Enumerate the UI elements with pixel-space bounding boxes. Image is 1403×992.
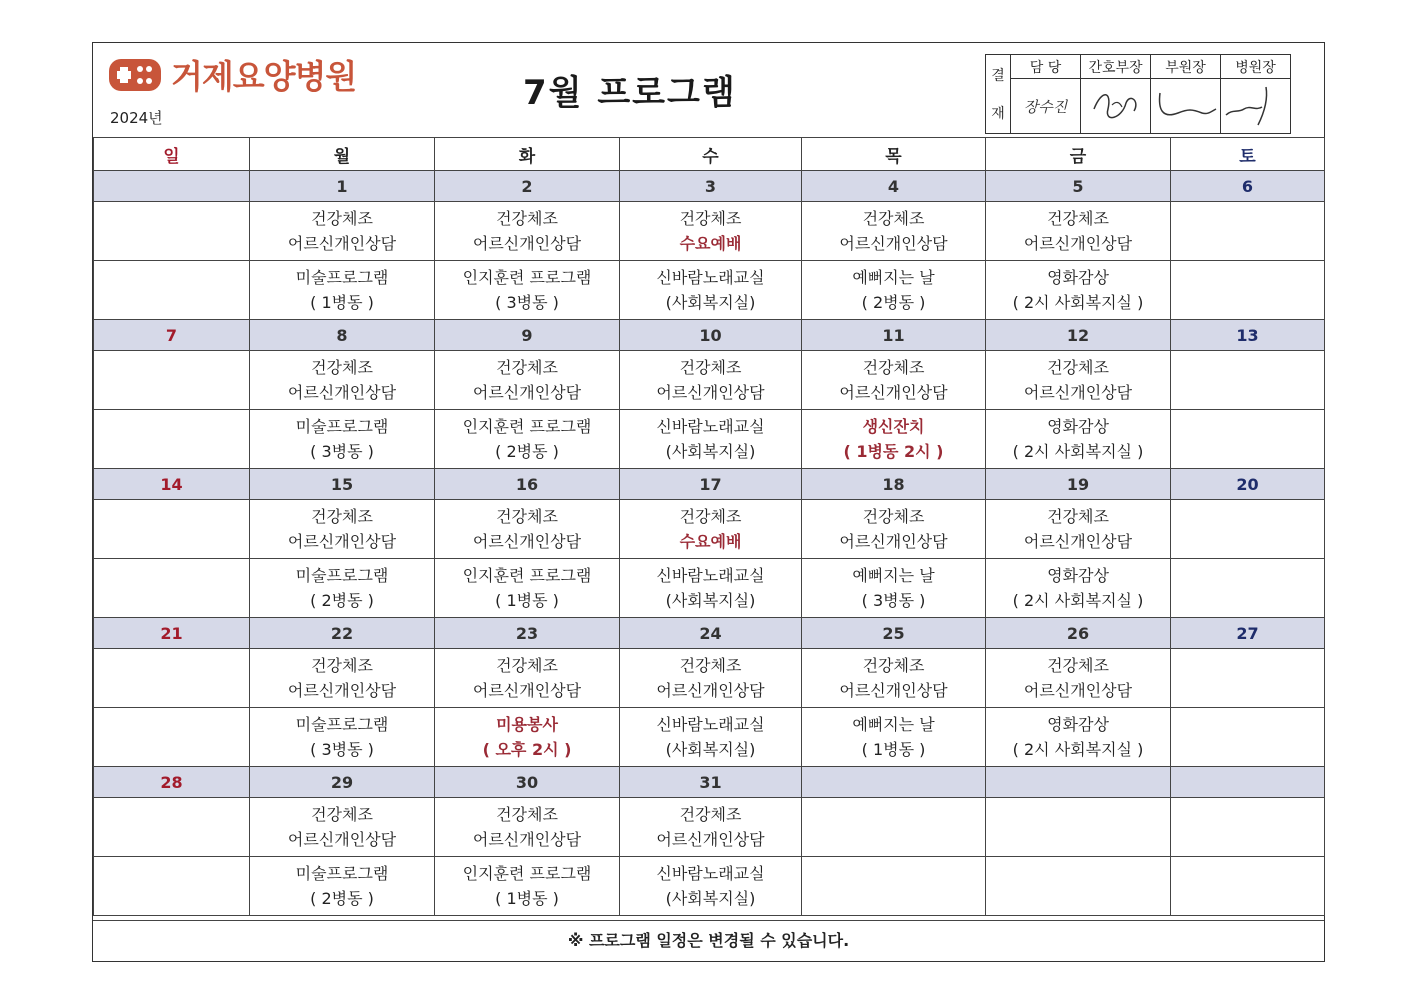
activity-line-1: 건강체조: [311, 507, 373, 526]
activity-cell: [435, 351, 620, 410]
activity-cell: [1171, 410, 1325, 469]
activity-cell: [1171, 559, 1325, 618]
activity-cell: [94, 708, 250, 767]
date-row: [94, 320, 1325, 351]
activity-line-1: 예뻐지는 날: [852, 715, 935, 734]
date-cell: 31: [620, 767, 802, 798]
date-cell: 12: [986, 320, 1171, 351]
activity-line-2: ( 2시 사회복지실 ): [1012, 740, 1144, 759]
calendar-grid: [93, 137, 1325, 916]
year-label: 2024년: [110, 109, 163, 127]
hospital-name: 거제요양병원: [171, 57, 357, 96]
activity-cell: [94, 649, 250, 708]
date-cell: [94, 171, 250, 202]
date-cell: 19: [986, 469, 1171, 500]
activity-cell: [1171, 500, 1325, 559]
activity-line-1: 생신잔치: [862, 417, 925, 436]
activity-row-pm: [94, 857, 1325, 916]
date-cell: 18: [802, 469, 986, 500]
activity-cell: [620, 261, 802, 320]
activity-line-1: 미용봉사: [496, 715, 558, 734]
activity-line-1: 건강체조: [862, 358, 925, 377]
date-row: [94, 171, 1325, 202]
activity-cell: [620, 559, 802, 618]
activity-line-2: (사회복지실): [665, 740, 756, 759]
signature-cell: [1151, 79, 1221, 134]
activity-line-2: ( 3병동 ): [495, 293, 559, 312]
date-cell: 9: [435, 320, 620, 351]
activity-line-2: ( 1병동 ): [310, 293, 374, 312]
date-cell: 16: [435, 469, 620, 500]
activity-cell: [435, 708, 620, 767]
activity-line-2: ( 2시 사회복지실 ): [1012, 591, 1144, 610]
activity-cell: [620, 649, 802, 708]
activity-line-1: 건강체조: [679, 507, 742, 526]
activity-line-1: 영화감상: [1047, 417, 1109, 436]
date-cell: 17: [620, 469, 802, 500]
weekday-wed: 수: [620, 138, 802, 171]
activity-cell: [250, 500, 435, 559]
activity-cell: [250, 410, 435, 469]
activity-line-2: 어르신개인상담: [287, 681, 397, 700]
activity-cell: [620, 857, 802, 916]
activity-line-1: 신바람노래교실: [656, 715, 765, 734]
activity-cell: [94, 410, 250, 469]
activity-cell: [1171, 857, 1325, 916]
activity-line-2: 어르신개인상담: [287, 383, 397, 402]
date-cell: 13: [1171, 320, 1325, 351]
date-cell: 15: [250, 469, 435, 500]
activity-line-1: 건강체조: [496, 507, 558, 526]
activity-line-2: 어르신개인상담: [656, 383, 765, 402]
date-cell: 26: [986, 618, 1171, 649]
activity-line-2: 어르신개인상담: [839, 234, 948, 253]
activity-line-1: 미술프로그램: [295, 268, 389, 287]
activity-cell: [435, 649, 620, 708]
activity-cell: [250, 649, 435, 708]
activity-cell: [94, 798, 250, 857]
activity-cell: [1171, 351, 1325, 410]
signature-staff: 장수진: [1023, 97, 1068, 116]
activity-row-pm: [94, 559, 1325, 618]
activity-line-2: ( 1병동 ): [861, 740, 926, 759]
weekday-thu: 목: [802, 138, 986, 171]
activity-row-pm: [94, 410, 1325, 469]
activity-cell: [1171, 649, 1325, 708]
activity-line-1: 신바람노래교실: [656, 268, 765, 287]
activity-cell: [435, 798, 620, 857]
activity-line-1: 신바람노래교실: [656, 864, 765, 883]
weekday-header-row: [94, 138, 1325, 171]
activity-line-1: 인지훈련 프로그램: [462, 566, 592, 585]
approval-role: 병원장: [1221, 55, 1291, 79]
activity-line-1: 건강체조: [311, 209, 373, 228]
date-cell: 11: [802, 320, 986, 351]
activity-cell: [802, 202, 986, 261]
activity-line-2: 어르신개인상담: [656, 830, 765, 849]
activity-line-2: 어르신개인상담: [287, 532, 397, 551]
activity-line-2: 어르신개인상담: [472, 681, 582, 700]
weekday-fri: 금: [986, 138, 1171, 171]
activity-cell: [435, 202, 620, 261]
approval-side: [986, 55, 1011, 134]
date-cell: 2: [435, 171, 620, 202]
date-row: [94, 618, 1325, 649]
approval-side-top: 결: [991, 68, 1005, 84]
activity-cell: [94, 857, 250, 916]
activity-line-2: ( 오후 2시 ): [482, 740, 572, 759]
header: [93, 43, 1324, 137]
activity-cell: [1171, 261, 1325, 320]
activity-line-1: 건강체조: [1047, 209, 1109, 228]
weekday-sat: 토: [1171, 138, 1325, 171]
activity-line-1: 미술프로그램: [295, 864, 389, 883]
activity-cell: [94, 261, 250, 320]
activity-line-1: 인지훈련 프로그램: [462, 417, 592, 436]
activity-cell: [802, 708, 986, 767]
signature-director-icon: [1222, 79, 1290, 129]
activity-row-am: [94, 649, 1325, 708]
date-row: [94, 469, 1325, 500]
date-cell: 1: [250, 171, 435, 202]
activity-line-2: ( 1병동 ): [495, 591, 559, 610]
activity-cell: [802, 857, 986, 916]
activity-cell: [94, 351, 250, 410]
activity-cell: [620, 351, 802, 410]
activity-cell: [620, 708, 802, 767]
activity-cell: [986, 559, 1171, 618]
activity-cell: [986, 649, 1171, 708]
activity-cell: [435, 500, 620, 559]
activity-cell: [802, 410, 986, 469]
activity-row-am: [94, 351, 1325, 410]
activity-line-1: 건강체조: [311, 358, 373, 377]
activity-line-1: 건강체조: [496, 656, 558, 675]
date-cell: 4: [802, 171, 986, 202]
activity-line-1: 건강체조: [496, 805, 558, 824]
activity-cell: [986, 500, 1171, 559]
activity-line-2: (사회복지실): [665, 591, 756, 610]
activity-cell: [1171, 708, 1325, 767]
activity-cell: [620, 500, 802, 559]
activity-line-1: 영화감상: [1047, 566, 1109, 585]
date-cell: 30: [435, 767, 620, 798]
date-cell: 10: [620, 320, 802, 351]
activity-cell: [250, 798, 435, 857]
date-cell: [802, 767, 986, 798]
activity-line-1: 건강체조: [862, 507, 925, 526]
activity-line-2: 어르신개인상담: [839, 532, 948, 551]
activity-cell: [435, 559, 620, 618]
activity-cell: [986, 857, 1171, 916]
activity-line-1: 미술프로그램: [295, 566, 389, 585]
signature-vice-icon: [1152, 79, 1220, 129]
activity-line-1: 건강체조: [496, 358, 558, 377]
approval-role: 담 당: [1011, 55, 1081, 79]
activity-line-2: ( 1병동 ): [495, 889, 559, 908]
activity-line-1: 신바람노래교실: [656, 417, 765, 436]
activity-line-1: 건강체조: [862, 656, 925, 675]
date-cell: 7: [94, 320, 250, 351]
activity-cell: [802, 559, 986, 618]
activity-line-1: 영화감상: [1047, 268, 1109, 287]
activity-line-2: 어르신개인상담: [287, 830, 397, 849]
activity-line-2: ( 2병동 ): [310, 889, 374, 908]
activity-cell: [435, 857, 620, 916]
date-cell: 14: [94, 469, 250, 500]
approval-role: 간호부장: [1081, 55, 1151, 79]
activity-cell: [986, 410, 1171, 469]
activity-line-2: 수요예배: [679, 234, 742, 253]
approval-side-bottom: 재: [991, 106, 1005, 122]
activity-cell: [986, 261, 1171, 320]
date-cell: 25: [802, 618, 986, 649]
activity-line-2: 어르신개인상담: [472, 234, 582, 253]
activity-line-2: 어르신개인상담: [472, 830, 582, 849]
footer-note: ※ 프로그램 일정은 변경될 수 있습니다.: [93, 920, 1324, 961]
activity-line-2: 어르신개인상담: [656, 681, 765, 700]
activity-line-2: 어르신개인상담: [1023, 383, 1133, 402]
date-cell: 8: [250, 320, 435, 351]
schedule-sheet: [92, 42, 1325, 962]
activity-cell: [94, 500, 250, 559]
activity-cell: [620, 798, 802, 857]
activity-cell: [802, 351, 986, 410]
activity-line-1: 미술프로그램: [295, 715, 389, 734]
date-cell: 27: [1171, 618, 1325, 649]
activity-line-1: 예뻐지는 날: [852, 566, 935, 585]
date-cell: 21: [94, 618, 250, 649]
date-cell: 20: [1171, 469, 1325, 500]
activity-line-2: 어르신개인상담: [839, 681, 948, 700]
activity-line-1: 건강체조: [679, 656, 742, 675]
activity-line-1: 예뻐지는 날: [852, 268, 935, 287]
activity-cell: [986, 798, 1171, 857]
activity-line-2: 어르신개인상담: [839, 383, 948, 402]
activity-cell: [250, 559, 435, 618]
activity-line-1: 건강체조: [862, 209, 925, 228]
date-row: [94, 767, 1325, 798]
activity-cell: [1171, 202, 1325, 261]
activity-line-2: 어르신개인상담: [287, 234, 397, 253]
activity-cell: [1171, 798, 1325, 857]
activity-cell: [435, 410, 620, 469]
activity-line-2: 어르신개인상담: [472, 383, 582, 402]
activity-cell: [802, 798, 986, 857]
activity-cell: [250, 202, 435, 261]
activity-line-2: ( 2병동 ): [861, 293, 926, 312]
page-title: 7월 프로그램: [523, 73, 737, 113]
activity-line-1: 영화감상: [1047, 715, 1109, 734]
date-cell: 29: [250, 767, 435, 798]
date-cell: 23: [435, 618, 620, 649]
activity-line-2: ( 2병동 ): [495, 442, 559, 461]
activity-line-1: 건강체조: [1047, 656, 1109, 675]
date-cell: 6: [1171, 171, 1325, 202]
weekday-sun: 일: [94, 138, 250, 171]
activity-line-1: 건강체조: [311, 805, 373, 824]
activity-cell: [250, 857, 435, 916]
activity-cell: [802, 261, 986, 320]
activity-row-pm: [94, 708, 1325, 767]
hospital-logo: [107, 51, 356, 98]
activity-row-am: [94, 202, 1325, 261]
activity-line-1: 건강체조: [1047, 507, 1109, 526]
activity-line-2: ( 3병동 ): [310, 740, 374, 759]
date-cell: 22: [250, 618, 435, 649]
activity-cell: [94, 559, 250, 618]
activity-cell: [250, 708, 435, 767]
activity-line-2: (사회복지실): [665, 293, 756, 312]
activity-line-1: 신바람노래교실: [656, 566, 765, 585]
activity-line-2: ( 2시 사회복지실 ): [1012, 293, 1144, 312]
approval-box: [985, 54, 1291, 134]
activity-line-2: ( 3병동 ): [310, 442, 374, 461]
activity-cell: [620, 202, 802, 261]
activity-line-2: (사회복지실): [665, 889, 756, 908]
date-cell: [1171, 767, 1325, 798]
approval-role: 부원장: [1151, 55, 1221, 79]
date-cell: 24: [620, 618, 802, 649]
date-cell: 3: [620, 171, 802, 202]
activity-line-2: ( 2시 사회복지실 ): [1012, 442, 1144, 461]
weekday-mon: 월: [250, 138, 435, 171]
activity-cell: [802, 649, 986, 708]
activity-line-2: ( 1병동 2시 ): [843, 442, 944, 461]
cross-logo-icon: [107, 55, 163, 95]
activity-line-2: ( 3병동 ): [861, 591, 926, 610]
activity-cell: [250, 261, 435, 320]
activity-line-1: 건강체조: [496, 209, 558, 228]
activity-cell: [986, 202, 1171, 261]
activity-row-pm: [94, 261, 1325, 320]
activity-line-2: 어르신개인상담: [472, 532, 582, 551]
activity-line-2: 수요예배: [679, 532, 742, 551]
activity-line-1: 건강체조: [679, 358, 742, 377]
activity-cell: [986, 351, 1171, 410]
activity-row-am: [94, 798, 1325, 857]
activity-line-2: 어르신개인상담: [1023, 532, 1133, 551]
activity-line-2: 어르신개인상담: [1023, 681, 1133, 700]
date-cell: 28: [94, 767, 250, 798]
activity-cell: [802, 500, 986, 559]
activity-line-1: 건강체조: [679, 805, 742, 824]
activity-row-am: [94, 500, 1325, 559]
activity-line-2: (사회복지실): [665, 442, 756, 461]
signature-nurse-icon: [1082, 79, 1150, 129]
activity-line-1: 건강체조: [679, 209, 742, 228]
activity-cell: [94, 202, 250, 261]
activity-line-1: 미술프로그램: [295, 417, 389, 436]
activity-cell: [250, 351, 435, 410]
activity-line-2: 어르신개인상담: [1023, 234, 1133, 253]
signature-cell: [1221, 79, 1291, 134]
date-cell: 5: [986, 171, 1171, 202]
activity-cell: [620, 410, 802, 469]
weekday-tue: 화: [435, 138, 620, 171]
activity-line-1: 인지훈련 프로그램: [462, 268, 592, 287]
signature-cell: [1081, 79, 1151, 134]
activity-cell: [435, 261, 620, 320]
activity-cell: [986, 708, 1171, 767]
activity-line-1: 인지훈련 프로그램: [462, 864, 592, 883]
activity-line-1: 건강체조: [311, 656, 373, 675]
activity-line-1: 건강체조: [1047, 358, 1109, 377]
activity-line-2: ( 2병동 ): [310, 591, 374, 610]
signature-cell: [1011, 79, 1081, 134]
date-cell: [986, 767, 1171, 798]
